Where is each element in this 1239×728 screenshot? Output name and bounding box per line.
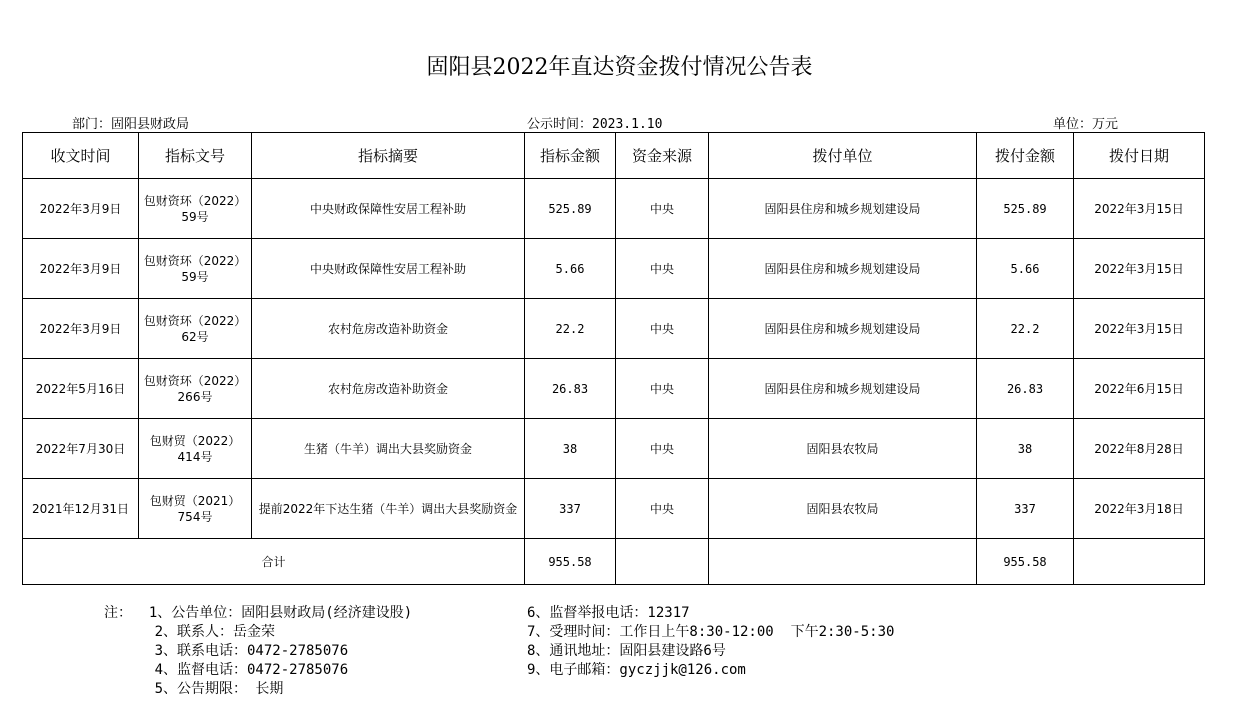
total-amount: 955.58 [525,539,616,585]
cell-doc-line1: 包财贸（2022） [149,433,241,448]
cell-doc-line1: 包财资环（2022） [143,193,247,208]
cell-doc [139,419,252,479]
cell-source: 中央 [616,419,709,479]
header-receive-date: 收文时间 [23,133,139,179]
fund-table [22,132,1205,585]
cell-doc-line1: 包财资环（2022） [143,313,247,328]
cell-paid: 26.83 [977,359,1074,419]
cell-doc-line1: 包财贸（2021） [149,493,241,508]
page-title: 固阳县2022年直达资金拨付情况公告表 [426,55,813,80]
note-line: 5、公告期限： 长期 [104,681,284,697]
header-payee-unit: 拨付单位 [709,133,977,179]
total-paid: 955.58 [977,539,1074,585]
cell-doc-line1: 包财资环（2022） [143,373,247,388]
cell-summary: 生猪（牛羊）调出大县奖励资金 [252,419,525,479]
table-row [23,179,1205,239]
cell-amount: 26.83 [525,359,616,419]
cell-doc [139,479,252,539]
cell-amount: 22.2 [525,299,616,359]
header-summary: 指标摘要 [252,133,525,179]
cell-paid: 525.89 [977,179,1074,239]
cell-source: 中央 [616,299,709,359]
cell-unit: 固阳县住房和城乡规划建设局 [709,359,977,419]
header-source: 资金来源 [616,133,709,179]
header-doc-number: 指标文号 [139,133,252,179]
cell-doc-line2: 59号 [181,209,209,224]
notes-right [527,604,894,680]
cell-doc [139,239,252,299]
total-row [23,539,1205,585]
header-paid-amount: 拨付金额 [977,133,1074,179]
cell-amount: 525.89 [525,179,616,239]
cell-summary: 中央财政保障性安居工程补助 [252,179,525,239]
total-empty-cell [616,539,709,585]
header-amount: 指标金额 [525,133,616,179]
cell-paid: 337 [977,479,1074,539]
cell-doc [139,179,252,239]
table-row [23,419,1205,479]
table-row [23,479,1205,539]
cell-paid-date: 2022年3月15日 [1074,179,1205,239]
cell-doc [139,299,252,359]
cell-summary: 中央财政保障性安居工程补助 [252,239,525,299]
note-line: 9、电子邮箱：gyczjjk@126.com [527,662,746,678]
cell-summary: 农村危房改造补助资金 [252,359,525,419]
cell-date: 2021年12月31日 [23,479,139,539]
cell-unit: 固阳县住房和城乡规划建设局 [709,299,977,359]
cell-doc-line2: 414号 [177,449,213,464]
cell-date: 2022年3月9日 [23,179,139,239]
table-row [23,239,1205,299]
cell-date: 2022年7月30日 [23,419,139,479]
cell-paid-date: 2022年3月15日 [1074,239,1205,299]
cell-paid-date: 2022年3月15日 [1074,299,1205,359]
note-line: 2、联系人：岳金荣 [104,624,276,640]
total-empty-cell [1074,539,1205,585]
note-line: 7、受理时间：工作日上午8:30-12:00 下午2:30-5:30 [527,624,895,640]
cell-date: 2022年3月9日 [23,299,139,359]
cell-doc-line2: 266号 [177,389,213,404]
cell-unit: 固阳县住房和城乡规划建设局 [709,179,977,239]
cell-unit: 固阳县农牧局 [709,419,977,479]
note-line: 8、通讯地址：固阳县建设路6号 [527,643,726,659]
table-row [23,299,1205,359]
department-label: 部门：固阳县财政局 [72,117,190,132]
cell-paid-date: 2022年8月28日 [1074,419,1205,479]
cell-amount: 337 [525,479,616,539]
cell-paid: 22.2 [977,299,1074,359]
header-paid-date: 拨付日期 [1074,133,1205,179]
cell-unit: 固阳县农牧局 [709,479,977,539]
cell-paid: 5.66 [977,239,1074,299]
cell-date: 2022年3月9日 [23,239,139,299]
cell-date: 2022年5月16日 [23,359,139,419]
publish-time-label: 公示时间：2023.1.10 [527,117,663,132]
total-label: 合计 [23,539,525,585]
cell-paid-date: 2022年6月15日 [1074,359,1205,419]
cell-source: 中央 [616,239,709,299]
cell-source: 中央 [616,179,709,239]
cell-paid-date: 2022年3月18日 [1074,479,1205,539]
unit-label: 单位：万元 [1053,117,1119,132]
note-line: 4、监督电话：0472-2785076 [104,662,349,678]
notes-left [104,604,412,699]
cell-doc-line1: 包财资环（2022） [143,253,247,268]
cell-summary: 农村危房改造补助资金 [252,299,525,359]
total-empty-cell [709,539,977,585]
note-line: 注： 1、公告单位：固阳县财政局(经济建设股) [104,605,413,621]
cell-doc-line2: 754号 [177,509,213,524]
cell-doc [139,359,252,419]
note-line: 6、监督举报电话：12317 [527,605,690,621]
cell-summary: 提前2022年下达生猪（牛羊）调出大县奖励资金 [252,479,525,539]
table-header-row [23,133,1205,179]
cell-unit: 固阳县住房和城乡规划建设局 [709,239,977,299]
cell-doc-line2: 62号 [181,329,209,344]
cell-doc-line2: 59号 [181,269,209,284]
cell-source: 中央 [616,359,709,419]
cell-amount: 38 [525,419,616,479]
cell-source: 中央 [616,479,709,539]
cell-amount: 5.66 [525,239,616,299]
table-row [23,359,1205,419]
cell-paid: 38 [977,419,1074,479]
note-line: 3、联系电话：0472-2785076 [104,643,349,659]
